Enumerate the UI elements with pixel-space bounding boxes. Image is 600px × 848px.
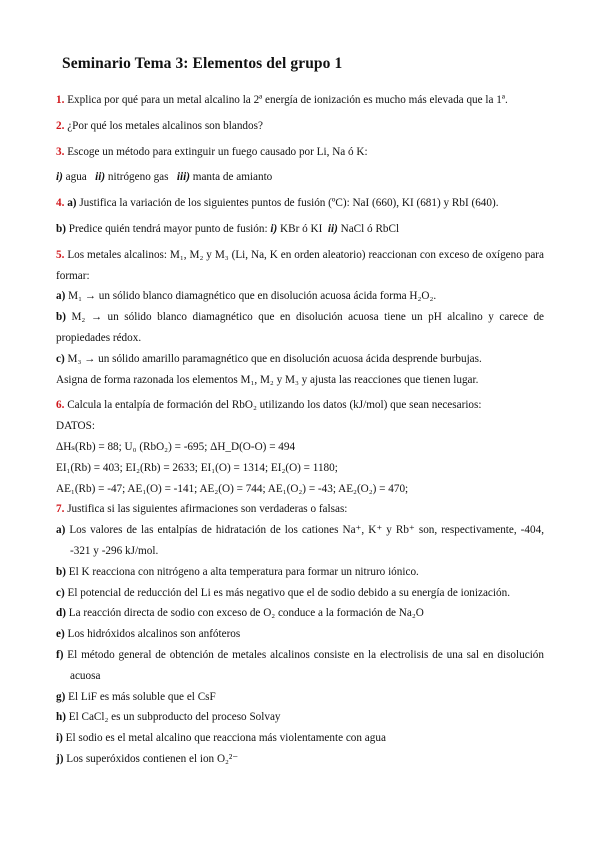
part-text: Los hidróxidos alcalinos son anfóteros (64, 628, 241, 641)
part-label: c) (56, 586, 65, 599)
question-text: Justifica la variación de los siguientes puntos de fusión (ºC): NaI (660), KI (681) y RbI (640). (76, 197, 499, 210)
part-text: El potencial de reducción del Li es más negativo que el de sodio debido a su energía de ionización. (64, 586, 510, 599)
part-text: El LiF es más soluble que el CsF (65, 690, 216, 703)
page-title: Seminario Tema 3: Elementos del grupo 1 (62, 55, 343, 72)
question-5b (56, 307, 544, 349)
part-text: La reacción directa de sodio con exceso de O₂ conduce a la formación de Na₂O (65, 607, 424, 620)
question-4b (56, 219, 544, 240)
question-7-item-j (56, 749, 544, 770)
question-4a (56, 193, 544, 214)
question-6 (56, 395, 544, 416)
part-label: a) (64, 197, 77, 210)
part-label: f) (56, 648, 64, 661)
question-number: 5. (56, 248, 65, 261)
part-label: i) (56, 732, 63, 745)
option-label: ii) (95, 171, 106, 184)
question-number: 6. (56, 399, 65, 412)
question-text: ¿Por qué los metales alcalinos son blandos? (64, 119, 263, 132)
part-text: M₃ → un sólido amarillo paramagnético que en disolución acuosa ácida desprende burbujas. (64, 352, 482, 365)
question-3-options (56, 167, 544, 188)
part-label: b) (56, 565, 66, 578)
part-text: El sodio es el metal alcalino que reacciona más violentamente con agua (62, 732, 386, 745)
question-number: 1. (56, 94, 65, 106)
part-label: e) (56, 628, 65, 641)
question-1 (56, 90, 544, 111)
question-text: Predice quién tendrá mayor punto de fusión: (65, 222, 271, 235)
part-text: El método general de obtención de metales alcalinos consiste en la electrolisis de una sal en disolución acuosa (63, 648, 544, 682)
question-7-item-e (56, 624, 544, 645)
part-text: El K reacciona con nitrógeno a alta temperatura para formar un nitruro iónico. (65, 565, 419, 578)
part-label: b) (56, 222, 66, 235)
question-7-item-i (56, 728, 544, 749)
question-5-closing: Asigna de forma razonada los elementos M₁, M₂ y M₃ y ajusta las reacciones que tienen lugar. (56, 373, 479, 386)
data-line-3: AE₁(Rb) = -47; AE₁(O) = -141; AE₂(O) = 744; AE₁(O₂) = -43; AE₂(O₂) = 470; (56, 482, 409, 495)
question-text: Los metales alcalinos: M₁, M₂ y M₃ (Li, Na, K en orden aleatorio) reaccionan con exceso de oxígeno para formar: (56, 248, 544, 282)
question-7-item-d (56, 603, 544, 624)
question-2 (56, 116, 544, 137)
question-7-item-a (56, 520, 544, 562)
option-label: i) (270, 222, 278, 235)
part-label: a) (56, 524, 66, 537)
question-text: Escoge un método para extinguir un fuego causado por Li, Na ó K: (64, 145, 368, 158)
option-label: i) (56, 171, 63, 184)
question-text: Calcula la entalpía de formación del RbO₂ utilizando los datos (kJ/mol) que sean necesarios: (64, 399, 482, 412)
question-3 (56, 142, 544, 163)
question-7 (56, 499, 544, 520)
question-7-item-f (56, 645, 544, 687)
option-label: iii) (176, 171, 190, 184)
part-text: Los superóxidos contienen el ion O₂²⁻ (63, 752, 239, 765)
part-label: a) (56, 290, 66, 303)
question-7-item-b (56, 562, 544, 583)
question-number: 4. (56, 197, 65, 210)
part-text: El CaCl₂ es un subproducto del proceso Solvay (65, 711, 281, 724)
question-7-item-h (56, 707, 544, 728)
part-label: h) (56, 711, 66, 724)
part-text: Los valores de las entalpías de hidratación de los cationes Na⁺, K⁺ y Rb⁺ son, respectivamente, -404, -321 y -296 kJ/mol. (65, 524, 544, 557)
option-text: NaCl ó RbCl (337, 222, 400, 235)
data-heading: DATOS: (56, 420, 95, 433)
question-5 (56, 245, 544, 287)
part-label: g) (56, 690, 66, 703)
option-text: agua (62, 171, 90, 184)
question-5a (56, 286, 544, 307)
data-line-1: ΔHₛ(Rb) = 88; U₀ (RbO₂) = -695; ΔH_D(O-O) = 494 (56, 440, 296, 453)
option-label: ii) (327, 222, 338, 235)
option-text: manta de amianto (189, 171, 273, 184)
part-text: M₁ → un sólido blanco diamagnético que en disolución acuosa ácida forma H₂O₂. (65, 290, 437, 303)
question-number: 7. (56, 503, 65, 516)
question-5c (56, 349, 544, 370)
option-text: KBr ó KI (277, 222, 326, 235)
question-7-item-c (56, 583, 544, 604)
question-7-item-g (56, 687, 544, 708)
part-label: j) (56, 752, 64, 765)
part-text: M₂ → un sólido blanco diamagnético que en disolución acuosa tiene un pH alcalino y carece de propiedades rédox. (56, 311, 544, 344)
data-line-2: EI₁(Rb) = 403; EI₂(Rb) = 2633; EI₁(O) = 1314; EI₂(O) = 1180; (56, 461, 338, 474)
part-label: d) (56, 607, 66, 620)
option-text: nitrógeno gas (105, 171, 172, 184)
part-label: c) (56, 352, 65, 365)
question-number: 3. (56, 145, 65, 158)
question-list (56, 90, 544, 770)
question-text: Explica por qué para un metal alcalino la 2ª energía de ionización es mucho más elevada que la 1ª. (64, 94, 508, 106)
question-number: 2. (56, 119, 65, 132)
part-label: b) (56, 311, 66, 324)
question-text: Justifica si las siguientes afirmaciones son verdaderas o falsas: (64, 503, 348, 516)
